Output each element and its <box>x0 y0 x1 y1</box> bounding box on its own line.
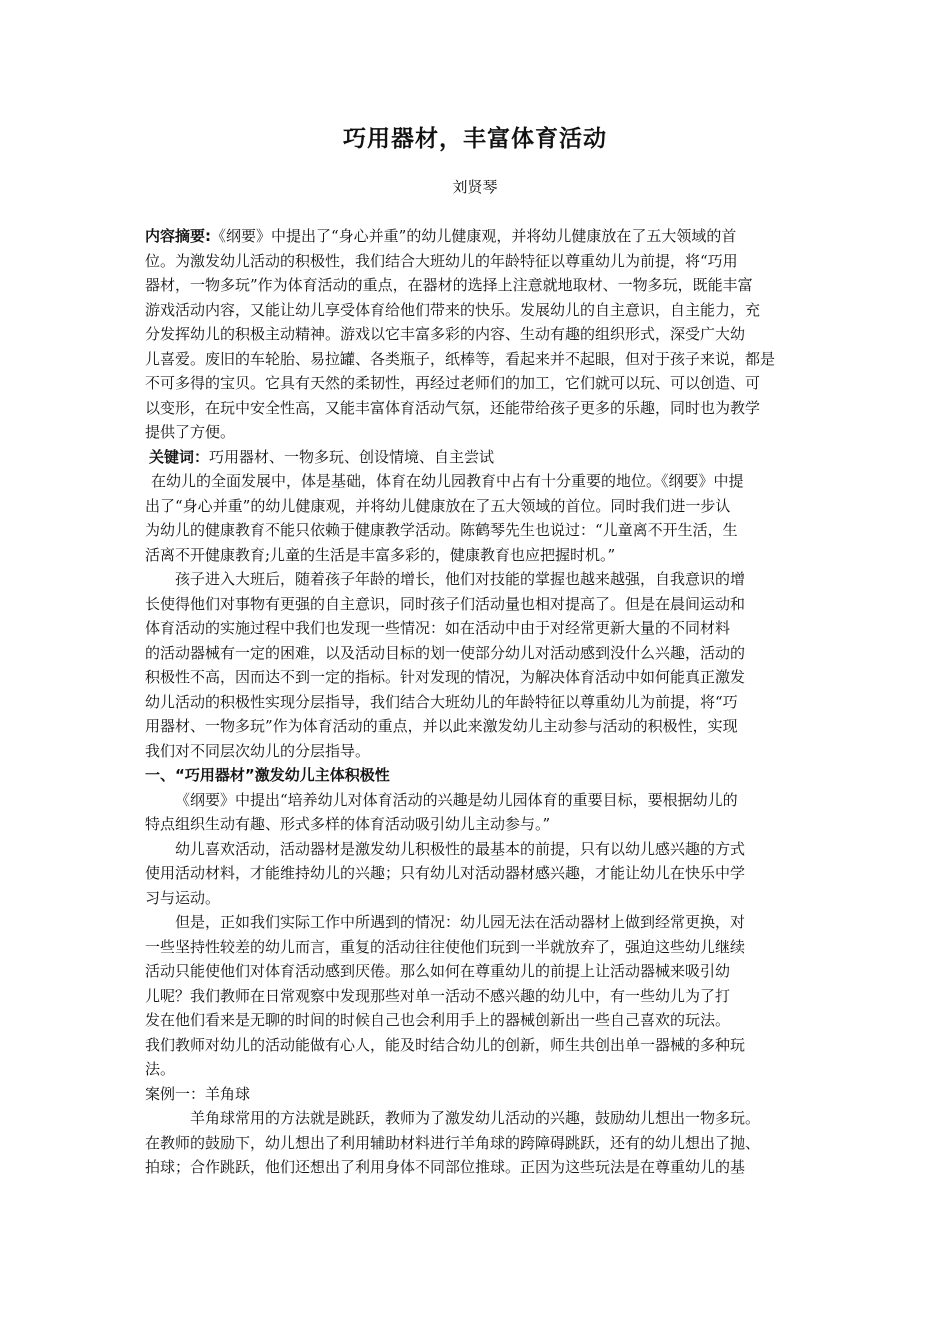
abstract-label: 内容摘要: <box>145 227 211 245</box>
abstract-line: 内容摘要:《纲要》中提出了“身心并重”的幼儿健康观，并将幼儿健康放在了五大领域的首 <box>145 227 737 245</box>
keywords-text: 巧用器材、一物多玩、创设情境、自主尝试 <box>209 447 495 466</box>
abstract-line: 位。为激发幼儿活动的积极性，我们结合大班幼儿的年龄特征以尊重幼儿为前提，将“巧用 <box>145 251 738 270</box>
case-label: 案例一：羊角球 <box>145 1084 251 1103</box>
section-heading: 一、“巧用器材”激发幼儿主体积极性 <box>145 766 390 784</box>
paragraph-line: 我们对不同层次幼儿的分层指导。 <box>145 741 371 760</box>
paragraph-line: 发在他们看来是无聊的时间的时候自己也会利用手上的器械创新出一些自己喜欢的玩法。 <box>145 1011 731 1029</box>
paragraph-line: 习与运动。 <box>145 888 221 907</box>
paragraph-line: 积极性不高，因而达不到一定的指标。针对发现的情况，为解决体育活动中如何能真正激发 <box>145 668 746 686</box>
document-body <box>145 224 813 1180</box>
paragraph-line: 长使得他们对事物有更强的自主意识，同时孩子们活动量也相对提高了。但是在晨间运动和 <box>145 594 746 613</box>
paragraph-line: 活离不开健康教育;儿童的生活是丰富多彩的，健康教育也应把握时机。” <box>145 545 616 564</box>
document-author: 刘贤琴 <box>452 178 498 196</box>
abstract-line: 提供了方便。 <box>145 423 236 441</box>
abstract-line: 不可多得的宝贝。它具有天然的柔韧性，再经过老师们的加工，它们就可以玩、可以创造、可 <box>145 374 761 392</box>
paragraph-line: 儿呢？我们教师在日常观察中发现那些对单一活动不感兴趣的幼儿中，有一些幼儿为了打 <box>145 986 731 1005</box>
abstract-line: 器材，一物多玩”作为体育活动的重点，在器材的选择上注意就地取材、一物多玩，既能丰富 <box>145 276 753 294</box>
abstract-line: 游戏活动内容，又能让幼儿享受体育给他们带来的快乐。发展幼儿的自主意识，自主能力，充 <box>145 300 761 319</box>
paragraph-line: 的活动器械有一定的困难，以及活动目标的划一使部分幼儿对活动感到没什么兴趣，活动的 <box>145 643 746 662</box>
paragraph-line: 在教师的鼓励下，幼儿想出了利用辅助材料进行羊角球的跨障碍跳跃，还有的幼儿想出了抛、 <box>145 1133 761 1152</box>
paragraph-line: 体育活动的实施过程中我们也发现一些情况：如在活动中由于对经常更新大量的不同材料 <box>145 619 731 637</box>
paragraph-line: 在幼儿的全面发展中，体是基础，体育在幼儿园教育中占有十分重要的地位。《纲要》中提 <box>151 472 744 490</box>
abstract-line: 分发挥幼儿的积极主动精神。游戏以它丰富多彩的内容、生动有趣的组织形式，深受广大幼 <box>145 325 746 343</box>
paragraph-line: 特点组织生动有趣、形式多样的体育活动吸引幼儿主动参与。” <box>145 815 551 833</box>
paragraph-line: 幼儿活动的积极性实现分层指导，我们结合大班幼儿的年龄特征以尊重幼儿为前提，将“巧 <box>145 692 738 711</box>
paragraph-line: 我们教师对幼儿的活动能做有心人，能及时结合幼儿的创新，师生共创出单一器械的多种玩 <box>145 1035 746 1054</box>
paragraph-line: 出了“身心并重”的幼儿健康观，并将幼儿健康放在了五大领域的首位。同时我们进一步认 <box>145 496 731 515</box>
abstract-line: 儿喜爱。废旧的车轮胎、易拉罐、各类瓶子，纸棒等，看起来并不起眼，但对于孩子来说，都是 <box>145 349 776 368</box>
paragraph-line: 孩子进入大班后，随着孩子年龄的增长，他们对技能的掌握也越来越强，自我意识的增 <box>175 570 746 588</box>
paragraph-line: 羊角球常用的方法就是跳跃，教师为了激发幼儿活动的兴趣，鼓励幼儿想出一物多玩。 <box>190 1109 761 1127</box>
document-title: 巧用器材，丰富体育活动 <box>343 126 607 152</box>
keywords-line <box>145 445 813 470</box>
paragraph-line: 为幼儿的健康教育不能只依赖于健康教学活动。陈鹤琴先生也说过：“儿童离不开生活，生 <box>145 521 738 539</box>
paragraph-line: 《纲要》中提出“培养幼儿对体育活动的兴趣是幼儿园体育的重要目标，要根据幼儿的 <box>175 790 738 809</box>
paragraph-line: 幼儿喜欢活动，活动器材是激发幼儿积极性的最基本的前提，只有以幼儿感兴趣的方式 <box>175 839 746 858</box>
paragraph-line: 活动只能使他们对体育活动感到厌倦。那么如何在尊重幼儿的前提上让活动器械来吸引幼 <box>145 962 731 980</box>
paragraph-line: 法。 <box>145 1060 176 1078</box>
paragraph-line: 使用活动材料，才能维持幼儿的兴趣；只有幼儿对活动器材感兴趣，才能让幼儿在快乐中学 <box>145 864 746 882</box>
abstract-line: 以变形，在玩中安全性高，又能丰富体育活动气氛，还能带给孩子更多的乐趣，同时也为教学 <box>145 398 761 417</box>
paragraph-line: 一些坚持性较差的幼儿而言，重复的活动往往使他们玩到一半就放弃了，强迫这些幼儿继续 <box>145 937 746 956</box>
keywords-label: 关键词： <box>149 447 210 466</box>
paragraph-line: 但是，正如我们实际工作中所遇到的情况：幼儿园无法在活动器材上做到经常更换，对 <box>175 913 746 931</box>
paragraph-line: 用器材、一物多玩”作为体育活动的重点，并以此来激发幼儿主动参与活动的积极性，实现 <box>145 717 738 735</box>
paragraph-line: 拍球；合作跳跃，他们还想出了利用身体不同部位推球。正因为这些玩法是在尊重幼儿的基 <box>145 1158 746 1176</box>
